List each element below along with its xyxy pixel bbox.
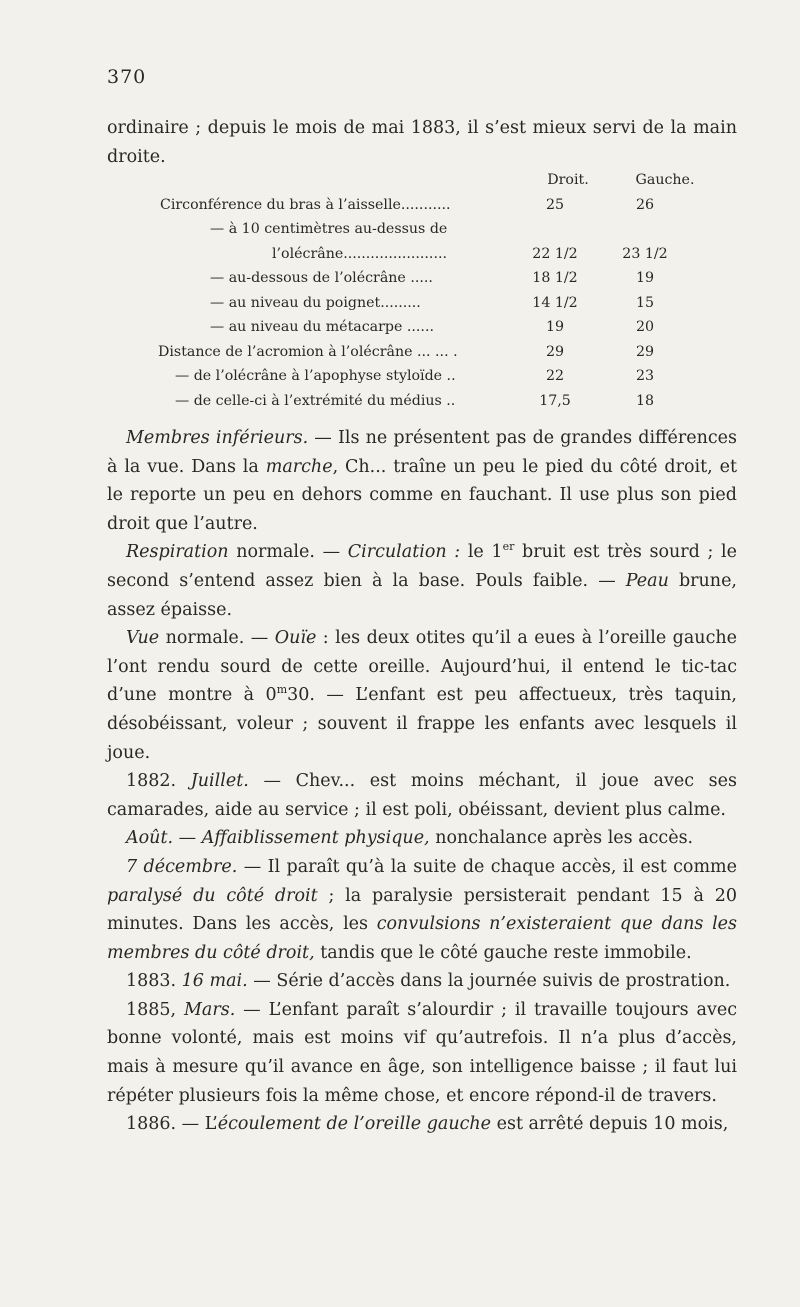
- body-text: [107, 424, 737, 1139]
- header-gauche: Gauche.: [635, 172, 695, 188]
- row-label: — à 10 centimètres au-dessus de: [210, 221, 448, 237]
- row-droit: 29: [545, 343, 565, 360]
- table-row: [120, 242, 700, 267]
- row-gauche: 15: [635, 294, 655, 311]
- measurement-table: [120, 168, 700, 413]
- row-label: — au niveau du métacarpe ......: [210, 319, 434, 335]
- table-row: [120, 266, 700, 291]
- paragraph-aout: Août. — Affaiblissement physique, nonchalance après les accès.: [126, 828, 694, 849]
- paragraph-respiration: Respiration normale. — Circulation : le 1er bruit est très sourd ; le second s’entend assez bien à la base. Pouls faible. — Peau brune, assez épaisse.: [107, 540, 738, 620]
- row-label: — au-dessous de l’olécrâne .....: [210, 270, 433, 286]
- row-gauche: 26: [635, 196, 655, 213]
- row-gauche: 18: [635, 392, 655, 409]
- membres-title: Membres inférieurs.: [126, 428, 309, 448]
- row-gauche: 20: [635, 319, 655, 335]
- row-label: — au niveau du poignet.........: [210, 294, 421, 311]
- row-gauche: 19: [635, 270, 655, 286]
- row-label: Circonférence du bras à l’aisselle...........: [160, 196, 451, 213]
- row-label: — de l’olécrâne à l’apophyse styloïde ..: [175, 368, 456, 384]
- row-droit: 22 1/2: [532, 245, 578, 262]
- paragraph-membres: Membres inférieurs. — Ils ne présentent pas de grandes différences à la vue. Dans la marche, Ch... traîne un peu le pied du côté droit, et le reporte un peu en dehors comme en fauchant. Il use plus son pied droit que l’autre.: [107, 428, 737, 534]
- row-gauche: 23 1/2: [622, 245, 668, 262]
- paragraph-1885: 1885, Mars. — L’enfant paraît s’alourdir ; il travaille toujours avec bonne volonté, mais est moins vif qu’autrefois. Il n’a plus d’accès, mais à mesure qu’il avance en âge, son intelligence baisse ; il faut lui répéter plusieurs fois la même chose, et encore répond-il de travers.: [107, 999, 737, 1106]
- paragraph-decembre: 7 décembre. — Il paraît qu’à la suite de chaque accès, il est comme paralysé du côté droit ; la paralysie persisterait pendant 15 à 20 minutes. Dans les accès, les convulsions n’existeraient que dans les membres du côté droit, tandis que le côté gauche reste immobile.: [107, 856, 738, 963]
- header-droit: Droit.: [547, 172, 589, 188]
- table-row: [120, 389, 700, 414]
- paragraph-vue: Vue normale. — Ouïe : les deux otites qu’il a eues à l’oreille gauche l’ont rendu sourd de cette oreille. Aujourd’hui, il entend le tic-tac d’une montre à 0$^m$30. — L’enfant est peu affectueux, très taquin, désobéissant, voleur ; souvent il frappe les enfants avec lesquels il joue.: [107, 628, 737, 763]
- row-label: l’olécrâne.......................: [272, 245, 447, 262]
- intro-text: ordinaire ; depuis le mois de mai 1883, il s’est mieux servi de la main droite.: [107, 118, 737, 167]
- row-droit: 25: [545, 196, 565, 213]
- row-droit: 17,5: [539, 392, 571, 409]
- table-row: [120, 315, 700, 340]
- paragraph-1886: 1886. — L’écoulement de l’oreille gauche est arrêté depuis 10 mois,: [126, 1114, 729, 1135]
- row-droit: 22: [545, 368, 565, 384]
- intro-paragraph: [107, 114, 737, 171]
- row-gauche: 23: [635, 368, 655, 384]
- table-row: [120, 364, 700, 389]
- row-label: — de celle-ci à l’extrémité du médius ..: [175, 392, 456, 409]
- table-row: [120, 291, 700, 316]
- row-gauche: 29: [635, 343, 655, 360]
- table-row: [120, 193, 700, 218]
- row-droit: 14 1/2: [532, 294, 578, 311]
- page-number: 370: [107, 66, 147, 88]
- table-header: [120, 168, 700, 193]
- table-row: [120, 340, 700, 365]
- row-droit: 18 1/2: [532, 270, 578, 286]
- paragraph-1882: 1882. Juillet. — Chev... est moins méchant, il joue avec ses camarades, aide au service ; il est poli, obéissant, devient plus calme.: [107, 771, 737, 820]
- row-droit: 19: [545, 319, 565, 335]
- row-label: Distance de l’acromion à l’olécrâne ... ... .: [158, 343, 458, 360]
- paragraph-1883: 1883. 16 mai. — Série d’accès dans la journée suivis de prostration.: [126, 971, 731, 992]
- table-row: [120, 217, 700, 242]
